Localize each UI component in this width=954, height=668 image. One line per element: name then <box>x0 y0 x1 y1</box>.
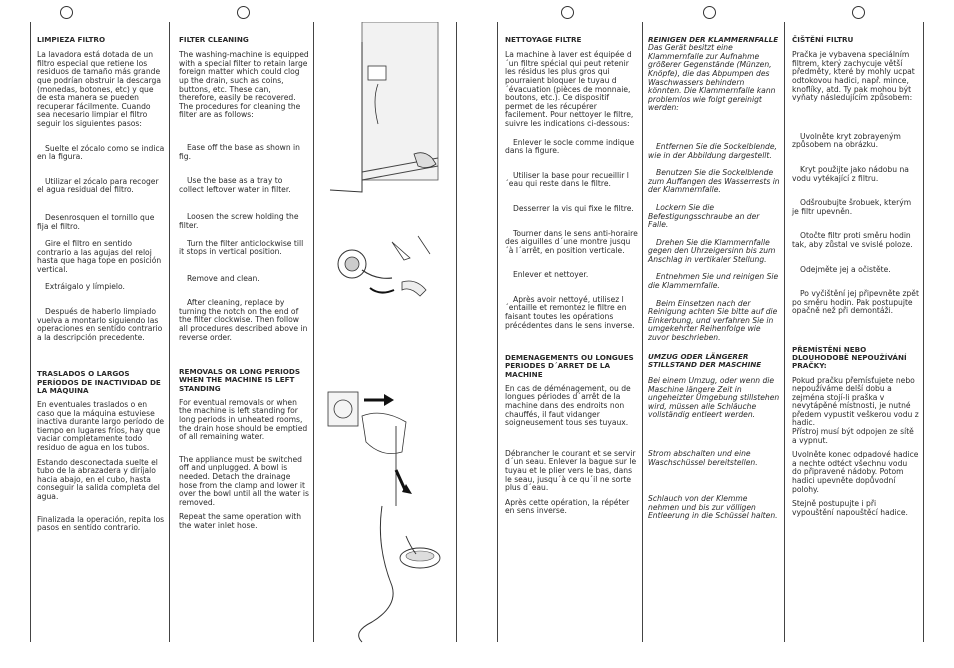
step-text: Gire el filtro en sentido contrario a las agujas del reloj hasta que haga tope en posición vertical. <box>37 239 162 274</box>
step-text: Turn the filter anticlockwise till it stops in vertical position. <box>179 238 304 257</box>
column-divider <box>456 22 457 642</box>
step-text: Loosen the screw holding the filter. <box>179 212 299 230</box>
step-text: Entfernen Sie die Sockelblende, wie in der Abbildung dargestellt. <box>648 141 777 160</box>
section-heading: REMOVALS OR LONG PERIODS WHEN THE MACHINE IS LEFT STANDING <box>179 367 301 393</box>
step-text: Après avoir nettoyé, utilisez l´entaille et remontez le filtre en faisant toutes les opérations précédentes dans le sens inverse. <box>505 294 635 330</box>
step-text: Utilizar el zócalo para recoger el agua residual del filtro. <box>37 176 159 195</box>
section-heading: FILTER CLEANING <box>179 35 249 44</box>
column-divider <box>313 22 314 642</box>
step-text: Desserrer la vis qui fixe le filtre. <box>513 203 634 213</box>
base-removal-illustration <box>322 22 442 194</box>
intro-paragraph: The washing-machine is equipped with a special filter to retain large foreign matter which could clog up the drain, such as coins, buttons, etc. These can, therefore, easily be recovered. The procedures for cleaning the filter are as follows: <box>179 50 309 120</box>
section-heading: NETTOYAGE FILTRE <box>505 35 582 44</box>
body-paragraph: Přístroj musí být odpojen ze sítě a vypnut. <box>792 427 914 445</box>
section-heading: ČIŠTĚNÍ FILTRU <box>792 35 854 44</box>
step-text: Entnehmen Sie und reinigen Sie die Klammernfalle. <box>648 272 779 291</box>
step-text: Enlever le socle comme indique dans la figure. <box>505 137 635 156</box>
page-marker-circle <box>60 6 73 19</box>
step-text: Después de haberlo limpiado vuelva a montarlo siguiendo las operaciones en sentido contrario a la descripción precedente. <box>37 307 163 342</box>
body-paragraph: En cas de déménagement, ou de longues périodes d´arrêt de la machine dans des endroits non chauffés, il faut vidanger soigneusement tous ses tuyaux. <box>505 383 631 428</box>
body-paragraph: The appliance must be switched off and unplugged. A bowl is needed. Detach the drainage hose from the clamp and lower it over the bowl until all the water is removed. <box>179 454 309 507</box>
step-text: Enlever et nettoyer. <box>513 270 589 280</box>
german-column <box>648 36 780 521</box>
step-text: Otočte filtr proti směru hodin tak, aby zůstal ve svislé poloze. <box>792 231 913 249</box>
intro-paragraph: La machine à laver est équipée d´un filtre spécial qui peut retenir les résidus les plus gros qui pourraient bloquer le tuyau d´évacuation (pièces de monnaie, boutons, etc.). Ce dispositif permet de les récupérer facilement. Pour nettoyer le filtre, suivre les indications ci-dessous: <box>505 50 634 128</box>
page-marker-circle <box>237 6 250 19</box>
body-paragraph: Débrancher le courant et se servir d´un seau. Enlever la bague sur le tuyau et le plier vers le bas, dans le seau, jusqu´à ce qu´il ne sorte plus d´eau. <box>505 448 637 493</box>
body-paragraph: Bei einem Umzug, oder wenn die Maschine längere Zeit in ungeheizter Umgebung stillstehen wird, müssen alle Schläuche vollständig entleert werden. <box>648 376 780 420</box>
step-text: Benutzen Sie die Sockelblende zum Auffangen des Wasserrests in der Klammernfalle. <box>648 168 780 195</box>
body-paragraph: Repeat the same operation with the water inlet hose. <box>179 512 302 530</box>
step-text: Beim Einsetzen nach der Reinigung achten Sie bitte auf die Einkerbung, und verfahren Sie in umgekehrter Reihenfolge wie zuvor beschrieben. <box>648 298 778 343</box>
column-divider <box>30 22 31 642</box>
step-text: Utiliser la base pour recueillir l´eau qui reste dans le filtre. <box>505 170 629 189</box>
section-heading: UMZUG ODER LÄNGERER STILLSTAND DER MASCHINE <box>648 351 762 369</box>
page-marker-circle <box>703 6 716 19</box>
body-paragraph: Schlauch von der Klemme nehmen und bis zur völligen Entleerung in die Schüssel halten. <box>648 494 778 521</box>
step-text: Lockern Sie die Befestigungsschraube an der Falle. <box>648 202 760 230</box>
step-text: Drehen Sie die Klammernfalle gegen den Uhrzeigersinn bis zum Anschlag in vertikaler Stellung. <box>648 237 776 264</box>
body-paragraph: Après cette opération, la répéter en sens inverse. <box>505 497 630 516</box>
step-text: Use the base as a tray to collect leftover water in filter. <box>179 176 291 194</box>
body-paragraph: For eventual removals or when the machine is left standing for long periods in unheated rooms, the drain hose should be emptied of all remaining water. <box>179 397 308 442</box>
step-text: Extráigalo y límpielo. <box>45 282 125 292</box>
step-text: Po vyčištění jej připevněte zpět po směru hodin. Pak postupujte opačně než při demontáži. <box>792 289 919 316</box>
body-paragraph: Strom abschalten und eine Waschschüssel bereitstellen. <box>648 449 758 467</box>
body-paragraph: En eventuales traslados o en caso que la máquina estuviese inactiva durante largo período de tiempo en lugares fríos, hay que vaciar completamente todo residuo de agua en los tubos. <box>37 400 165 453</box>
section-heading: TRASLADOS O LARGOS PERÍODOS DE INACTIVIDAD DE LA MÁQUINA <box>37 369 161 395</box>
column-divider <box>169 22 170 642</box>
step-text: Ease off the base as shown in fig. <box>179 142 300 161</box>
body-paragraph: Pokud pračku přemísťujete nebo nepoužíváme delší dobu a zejména stojí-li praška v nevytápěné místnosti, je nutné předem vypustit veškerou vodu z hadic. <box>792 375 919 428</box>
section-heading: DEMENAGEMENTS OU LONGUES PERIODES D´ARRET DE LA MACHINE <box>505 353 634 379</box>
spanish-column <box>37 36 165 533</box>
french-column <box>505 36 638 516</box>
column-divider <box>784 22 785 642</box>
step-text: Tourner dans le sens anti-horaire des aiguilles d´une montre jusqu´à l´arrêt, en position verticale. <box>505 228 638 255</box>
intro-paragraph: Das Gerät besitzt eine Klammernfalle zur Aufnahme größerer Gegenstände (Münzen, Knöpfe), die das Abpumpen des Waschwassers behindern könnten. Die Klammernfalle kann problemlos wie folgt gereinigt werden: <box>648 43 776 113</box>
step-text: Suelte el zócalo como se indica en la figura. <box>37 143 165 162</box>
body-paragraph: Stejně postupujte i při vypouštění napouštěcí hadice. <box>792 499 908 517</box>
step-text: Uvolněte kryt zobrayeným způsobem na obrázku. <box>792 131 901 150</box>
step-text: Remove and clean. <box>187 273 260 283</box>
column-divider <box>923 22 924 642</box>
czech-column <box>792 36 919 517</box>
page-marker-circle <box>852 6 865 19</box>
column-divider <box>497 22 498 642</box>
drain-hose-illustration <box>322 386 442 646</box>
step-text: Kryt použijte jako nádobu na vodu vytékající z filtru. <box>792 164 909 183</box>
step-text: After cleaning, replace by turning the notch on the end of the filter clockwise. Then follow all procedures described above in reverse order. <box>179 298 308 342</box>
step-text: Desenrosquen el tornillo que fija el filtro. <box>37 212 155 231</box>
intro-paragraph: Pračka je vybavena speciálním filtrem, který zachycuje větší předměty, které by mohly ucpat odtokovou hadici, např. mince, knoflíky, atd. Ty pak mohou být vyňaty následujícím způsobem: <box>792 50 915 103</box>
body-paragraph: Finalizada la operación, repita los pasos en sentido contrario. <box>37 514 165 533</box>
filter-unscrew-illustration <box>322 232 442 302</box>
column-divider <box>642 22 643 642</box>
section-heading: REINIGEN DER KLAMMERNFALLE <box>648 35 779 44</box>
body-paragraph: Estando desconectada suelte el tubo de la abrazadera y diríjalo hacia abajo, en el cubo, hasta conseguir la salida completa del agua. <box>37 457 160 501</box>
page-marker-circle <box>561 6 574 19</box>
step-text: Odšroubujte šrobuek, kterým je filtr upevněn. <box>792 198 912 216</box>
english-column <box>179 36 309 531</box>
intro-paragraph: La lavadora está dotada de un filtro especial que retiene los residuos de tamaño más grande que podrían obstruir la descarga (monedas, botones, etc) y que de esta manera se pueden recuperar fácilmente. Cuando sea necesario limpiar el filtro seguir los siguientes pasos: <box>37 50 162 128</box>
body-paragraph: Uvolněte konec odpadové hadice a nechte odtéct všechnu vodu do připravené nádoby. Potom hadici upevněte dopůvodní polohy. <box>792 450 919 494</box>
section-heading: PŘEMÍSTĚNÍ NEBO DLOUHODOBĚ NEPOUŽÍVÁNÍ PRAČKY: <box>792 344 907 371</box>
section-heading: LIMPIEZA FILTRO <box>37 35 106 44</box>
step-text: Odejměte jej a očistěte. <box>800 264 891 274</box>
